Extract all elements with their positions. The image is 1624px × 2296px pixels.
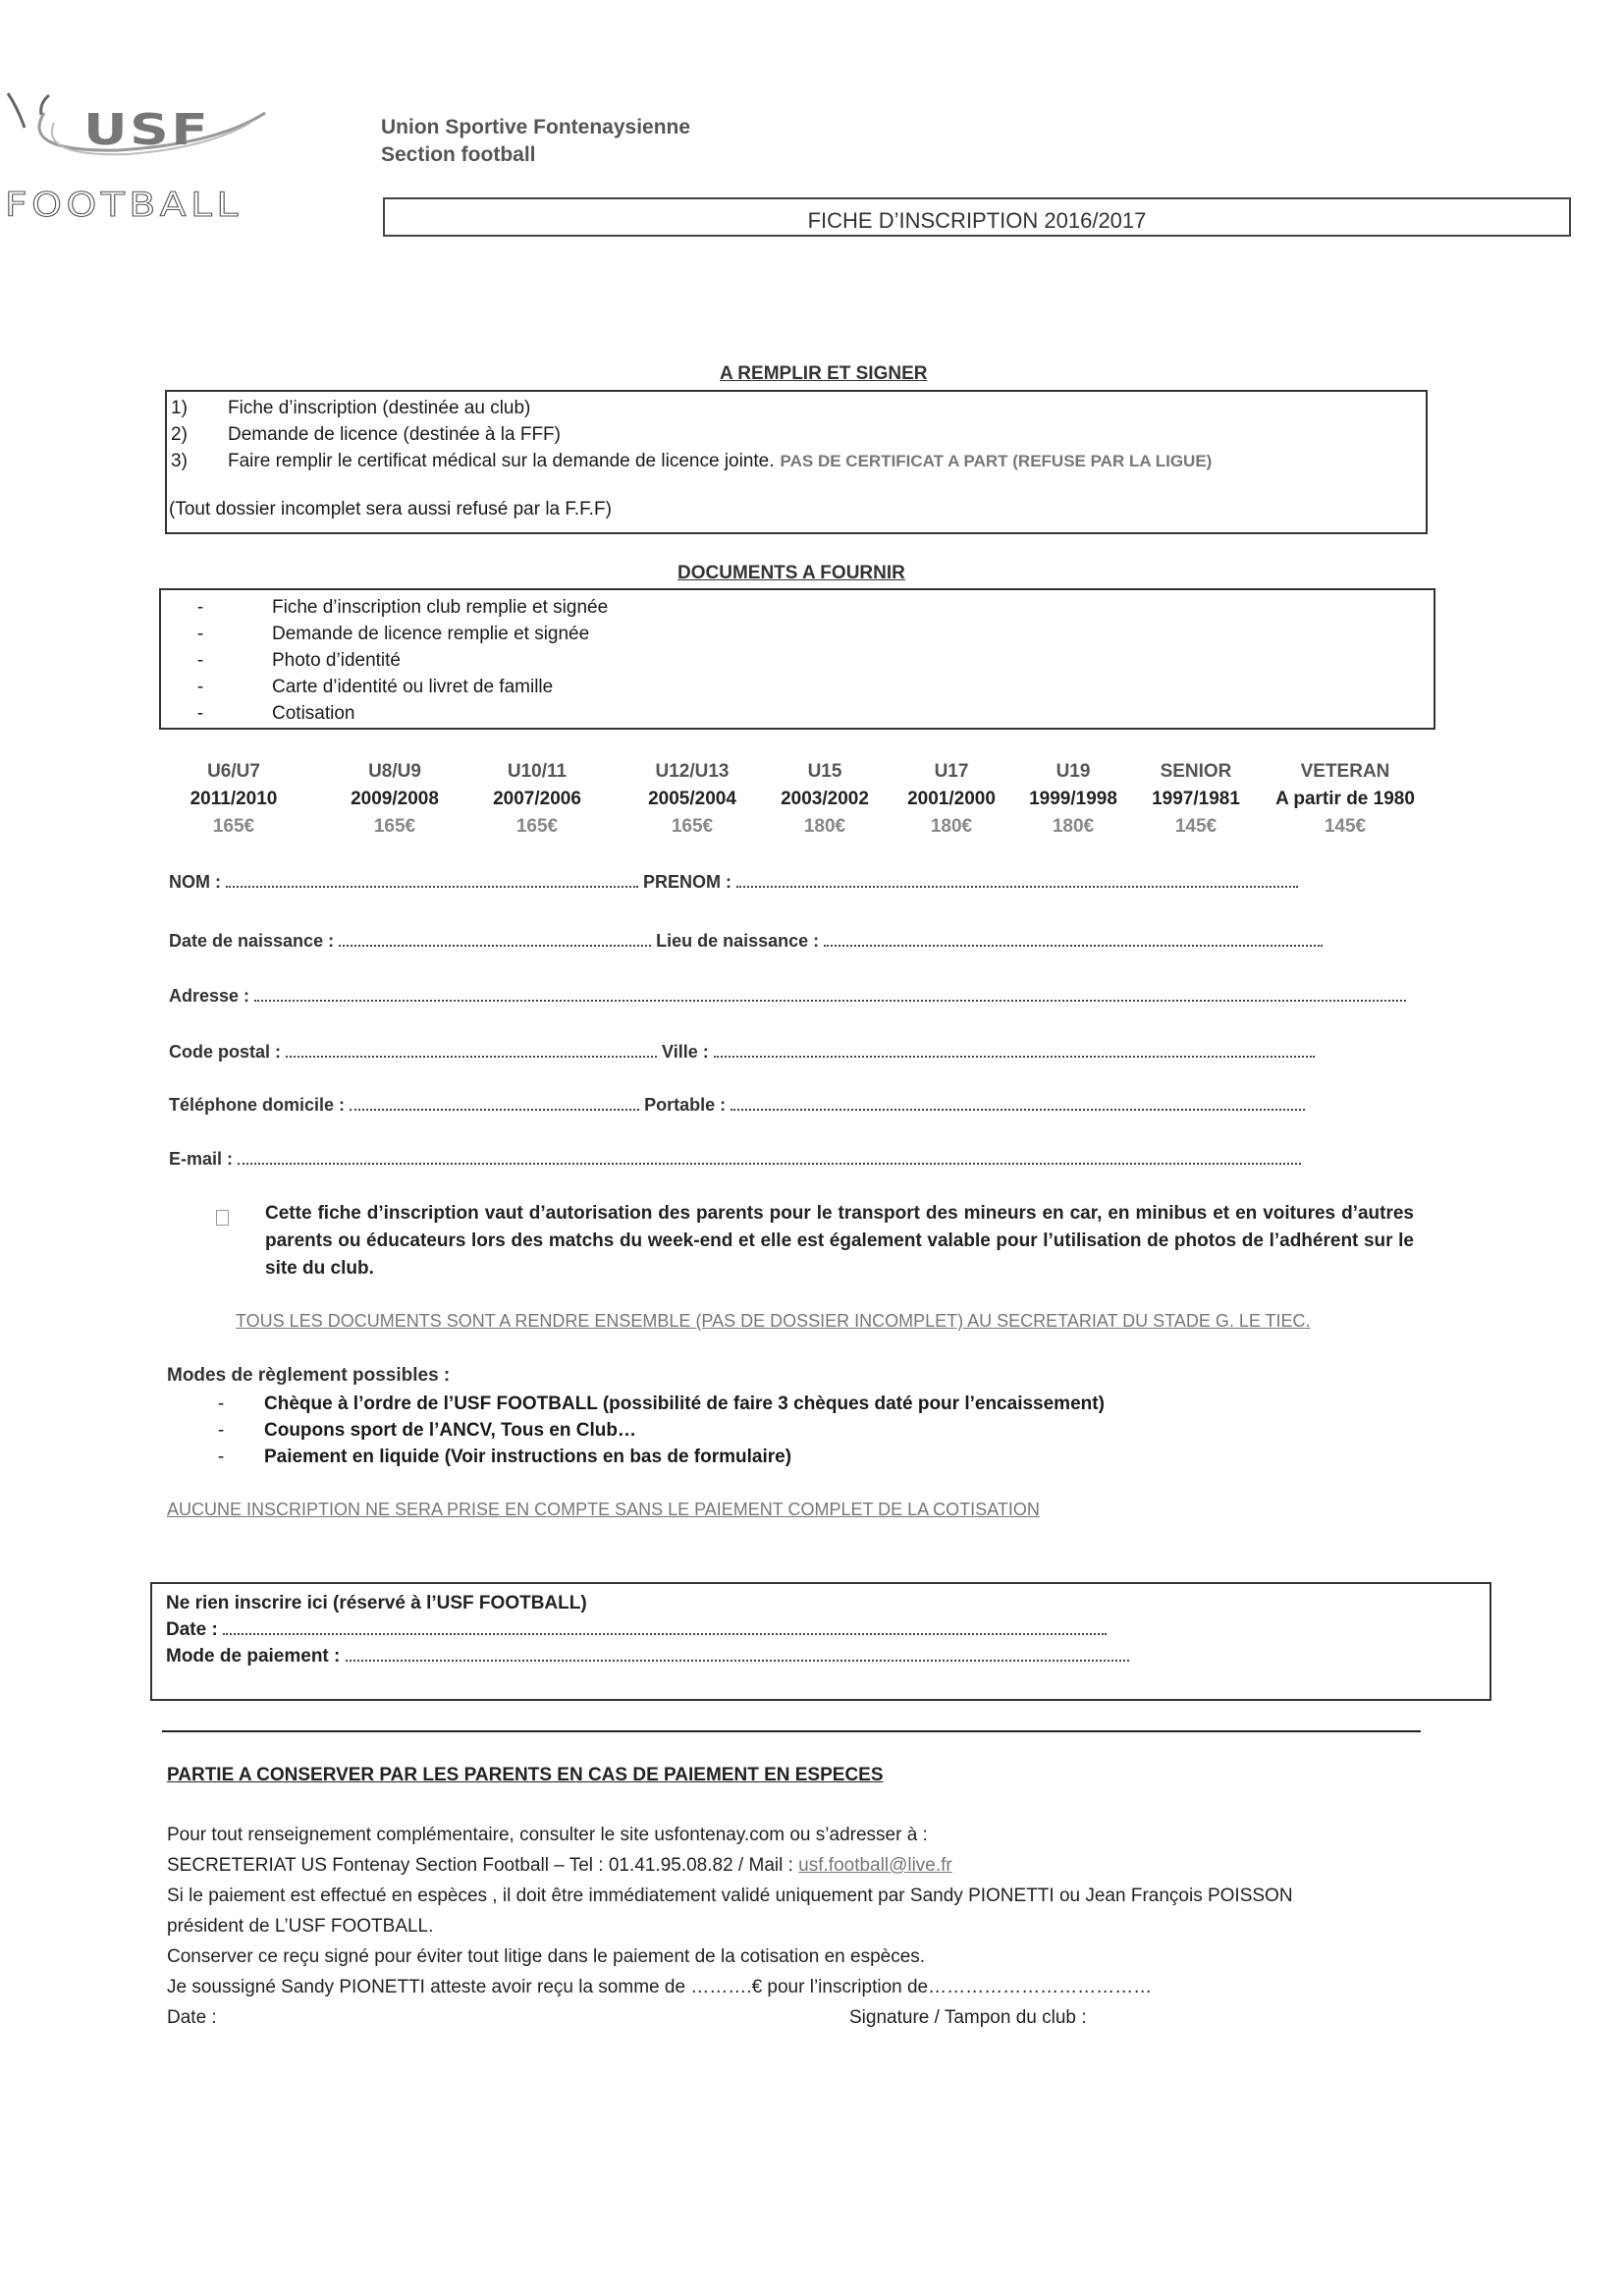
prenom-field[interactable] bbox=[736, 872, 1298, 888]
date-naissance-label: Date de naissance : bbox=[169, 931, 335, 951]
receipt-text: Pour tout renseignement complémentaire, consulter le site usfontenay.com ou s’adresser à : SECRETERIAT US Fontenay Section Football – Tel : 01.41.95.08.82 / Mail : usf.football@live.fr Si le paiement est effectué en espèces , il doit être immédiatement validé uniquement par Sandy PIONETTI ou Jean François POISSON président de L’USF FOOTBALL. Conserver ce reçu signé pour éviter tout litige dans le paiement de la cotisation en espèces. Je soussigné Sandy PIONETTI atteste avoir reçu la somme de ……….€ pour l’inscription de……………………………… Date : Signature / Tampon du club : bbox=[167, 1820, 1293, 2033]
reserved-mode-row: Mode de paiement : bbox=[166, 1643, 1489, 1669]
portable-field[interactable] bbox=[731, 1095, 1305, 1111]
reserved-mode-field[interactable] bbox=[346, 1646, 1129, 1662]
document-item: - Carte d’identité ou livret de famille bbox=[196, 677, 554, 697]
signature-label: Signature / Tampon du club : bbox=[849, 2007, 1087, 2028]
date-naissance-field[interactable] bbox=[339, 931, 651, 947]
category-u17: U17 2001/2000 180€ bbox=[907, 761, 996, 837]
category-u10-u11: U10/11 2007/2006 165€ bbox=[493, 761, 581, 837]
reserved-date-row: Date : bbox=[166, 1616, 1489, 1643]
receipt-date-label: Date : bbox=[167, 2007, 217, 2028]
ville-label: Ville : bbox=[662, 1042, 709, 1062]
ville-field[interactable] bbox=[714, 1042, 1315, 1058]
lieu-naissance-field[interactable] bbox=[824, 931, 1323, 947]
category-u19: U19 1999/1998 180€ bbox=[1029, 761, 1117, 837]
fill-sign-item: 2) Demande de licence (destinée à la FFF) bbox=[171, 424, 561, 445]
category-u6-u7: U6/U7 2011/2010 165€ bbox=[189, 761, 278, 837]
address-row bbox=[169, 986, 1406, 1007]
birth-row bbox=[169, 931, 1323, 952]
code-postal-field[interactable] bbox=[286, 1042, 657, 1058]
document-item: - Photo d’identité bbox=[196, 650, 401, 671]
lieu-naissance-label: Lieu de naissance : bbox=[656, 931, 820, 951]
phone-row bbox=[169, 1095, 1305, 1116]
category-veteran: VETERAN A partir de 1980 145€ bbox=[1275, 761, 1415, 837]
category-u12-u13: U12/U13 2005/2004 165€ bbox=[648, 761, 736, 837]
documents-box bbox=[159, 588, 1435, 730]
tel-domicile-field[interactable] bbox=[350, 1095, 639, 1111]
name-row bbox=[169, 872, 1298, 893]
prenom-label: PRENOM : bbox=[643, 872, 732, 892]
documents-heading: DOCUMENTS A FOURNIR bbox=[677, 563, 905, 583]
payment-item: - Chèque à l’ordre de l’USF FOOTBALL (possibilité de faire 3 chèques daté pour l’encaissement) bbox=[217, 1394, 1105, 1414]
fill-sign-heading: A REMPLIR ET SIGNER bbox=[720, 363, 928, 384]
category-u15: U15 2003/2002 180€ bbox=[781, 761, 869, 837]
form-title: FICHE D’INSCRIPTION 2016/2017 bbox=[807, 208, 1147, 233]
payment-heading: Modes de règlement possibles : bbox=[167, 1365, 451, 1386]
reserved-box bbox=[150, 1582, 1491, 1701]
receipt-heading: PARTIE A CONSERVER PAR LES PARENTS EN CAS DE PAIEMENT EN ESPECES bbox=[167, 1765, 884, 1785]
logo-usf-text: USF bbox=[83, 105, 211, 155]
logo-football-text: FOOTBALL bbox=[5, 186, 243, 225]
category-senior: SENIOR 1997/1981 145€ bbox=[1152, 761, 1240, 837]
tel-domicile-label: Téléphone domicile : bbox=[169, 1095, 346, 1115]
club-email-link[interactable]: usf.football@live.fr bbox=[798, 1855, 952, 1876]
email-row bbox=[169, 1149, 1301, 1170]
org-section: Section football bbox=[381, 143, 536, 166]
authorization-checkbox[interactable] bbox=[216, 1210, 229, 1226]
city-row bbox=[169, 1042, 1315, 1063]
adresse-label: Adresse : bbox=[169, 986, 250, 1006]
fill-sign-item: 3) Faire remplir le certificat médical sur la demande de licence jointe. PAS DE CERTIFICAT A PART (REFUSE PAR LA LIGUE) bbox=[167, 448, 1426, 474]
incomplete-note: (Tout dossier incomplet sera aussi refusé par la F.F.F) bbox=[169, 499, 612, 519]
payment-warning: AUCUNE INSCRIPTION NE SERA PRISE EN COMPTE SANS LE PAIEMENT COMPLET DE LA COTISATION bbox=[167, 1500, 1040, 1519]
portable-label: Portable : bbox=[644, 1095, 727, 1115]
document-item: - Demande de licence remplie et signée bbox=[196, 624, 590, 644]
no-separate-certificate-note: PAS DE CERTIFICAT A PART (REFUSE PAR LA LIGUE) bbox=[780, 452, 1213, 470]
nom-label: NOM : bbox=[169, 872, 221, 892]
code-postal-label: Code postal : bbox=[169, 1042, 282, 1062]
email-field[interactable] bbox=[238, 1149, 1301, 1165]
document-item: - Cotisation bbox=[196, 703, 355, 724]
payment-item: - Coupons sport de l’ANCV, Tous en Club… bbox=[217, 1420, 636, 1441]
org-name: Union Sportive Fontenaysienne bbox=[381, 116, 691, 138]
authorization-text: Cette fiche d’inscription vaut d’autorisation des parents pour le transport des mineurs en car, en minibus et en voitures d’autres parents ou éducateurs lors des matchs du week-end et elle est également valable pour l’utilisation de photos de l’adhérent sur le site du club. bbox=[265, 1203, 1414, 1279]
payment-item: - Paiement en liquide (Voir instructions en bas de formulaire) bbox=[217, 1447, 792, 1467]
club-logo bbox=[0, 83, 275, 226]
nom-field[interactable] bbox=[226, 872, 638, 888]
adresse-field[interactable] bbox=[254, 986, 1406, 1002]
form-title-box bbox=[383, 197, 1571, 237]
reserved-date-field[interactable] bbox=[223, 1619, 1107, 1635]
document-item: - Fiche d’inscription club remplie et signée bbox=[196, 597, 609, 618]
category-u8-u9: U8/U9 2009/2008 165€ bbox=[351, 761, 439, 837]
fill-sign-box bbox=[165, 390, 1428, 534]
cut-separator bbox=[162, 1730, 1421, 1732]
payment-list bbox=[182, 1391, 1105, 1470]
submit-notice: TOUS LES DOCUMENTS SONT A RENDRE ENSEMBLE (PAS DE DOSSIER INCOMPLET) AU SECRETARIAT DU STADE G. LE TIEC. bbox=[236, 1311, 1311, 1331]
reserved-heading: Ne rien inscrire ici (réservé à l’USF FOOTBALL) bbox=[166, 1593, 587, 1613]
fill-sign-item: 1) Fiche d’inscription (destinée au club) bbox=[171, 398, 531, 418]
email-label: E-mail : bbox=[169, 1149, 234, 1169]
